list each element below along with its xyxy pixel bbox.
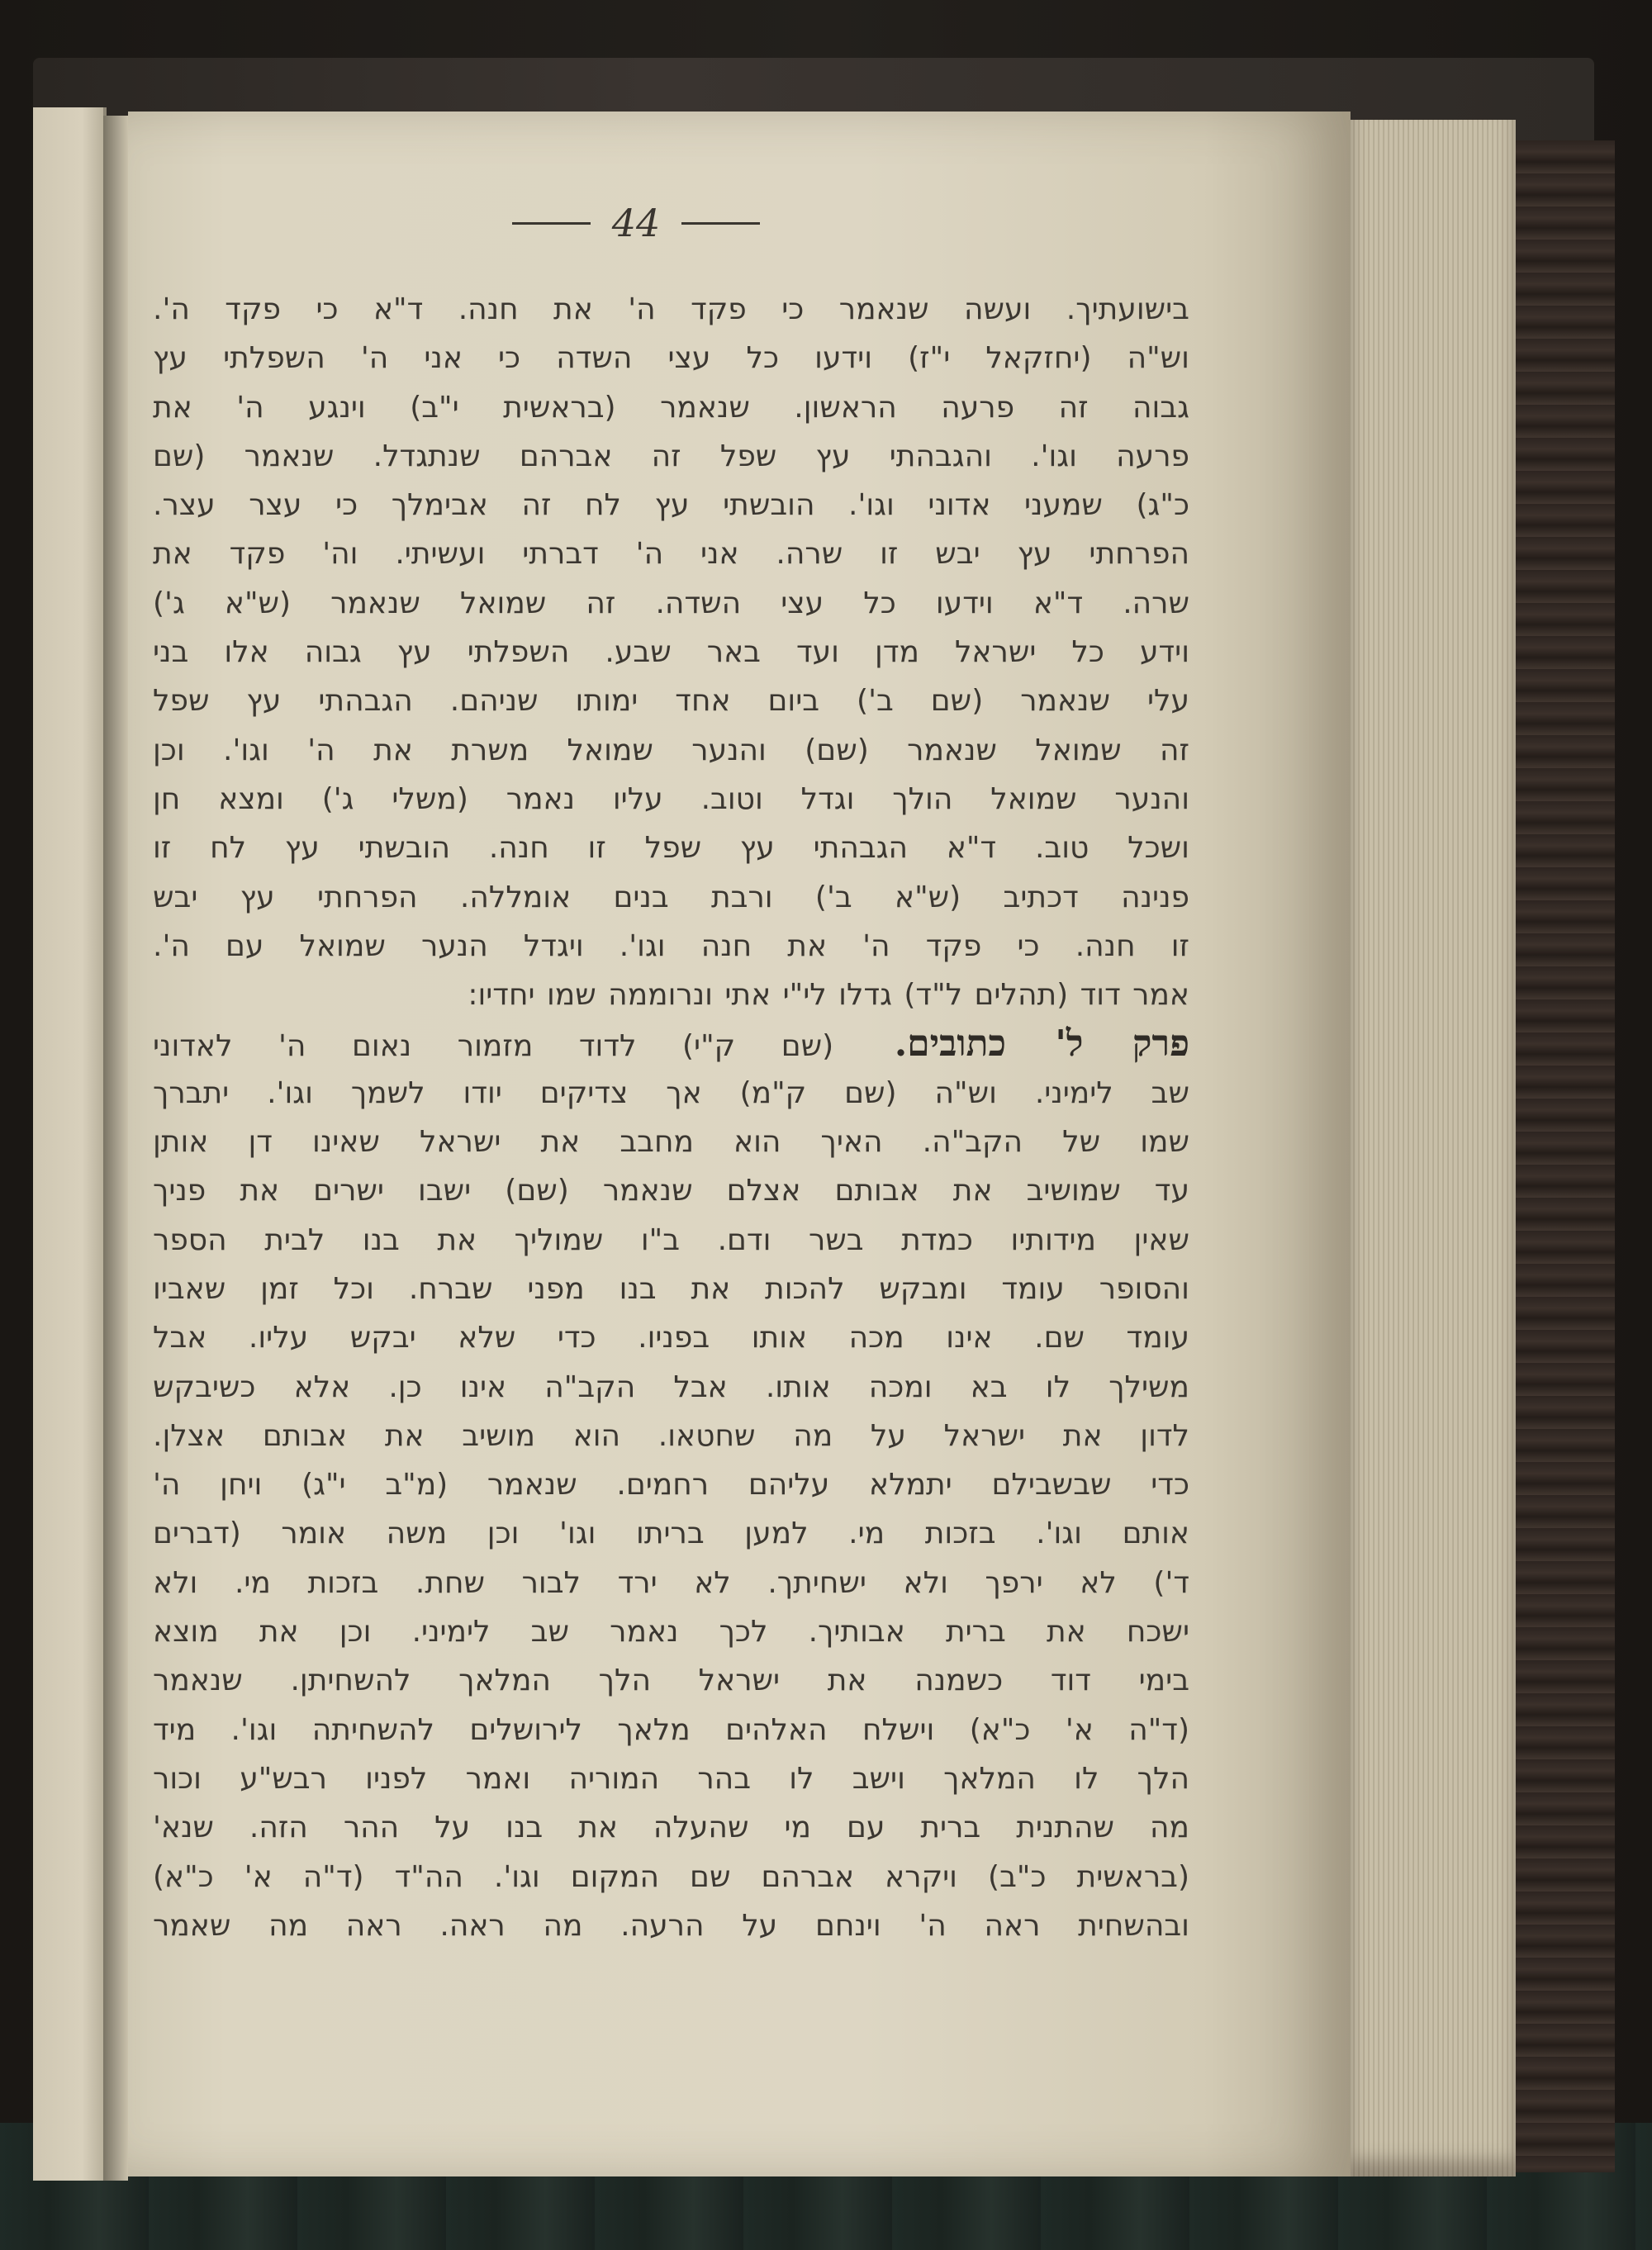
text-line: שב לימיני. וש"ה (שם ק"מ) אך צדיקים יודו לשמך וגו'. יתברך	[153, 1075, 1189, 1110]
text-line: ד') לא ירפך ולא ישחיתך. לא ירד לבור שחת. בזכות מי. ולא	[153, 1565, 1189, 1600]
text-line: פרעה וגו'. והגבהתי עץ שפל זה אברהם שנתגדל. שנאמר (שם	[153, 439, 1189, 473]
text-line: וידע כל ישראל מדן ועד באר שבע. השפלתי עץ גבוה אלו בני	[153, 635, 1189, 670]
book-gutter	[103, 116, 128, 2181]
text-line: פנינה דכתיב (ש"א ב') ורבת בנים אומללה. הפרחתי עץ יבש	[153, 880, 1189, 914]
chapter-line	[153, 1019, 1189, 1068]
text-line: גבוה זה פרעה הראשון. שנאמר (בראשית י"ב) וינגע ה' את	[153, 390, 1189, 425]
page-stack-edge	[1351, 120, 1516, 2176]
text-line: עד שמושיב את אבותם אצלם שנאמר (שם) ישבו ישרים את פניך	[153, 1174, 1189, 1208]
page-number: 44	[611, 201, 661, 245]
text-line: והסופר עומד ומבקש להכות את בנו מפני שברח. וכל זמן שאביו	[153, 1271, 1189, 1306]
text-line: שמו של הקב"ה. האיך הוא מחבב את ישראל שאינו דן אותן	[153, 1125, 1189, 1160]
text-line: אמר דוד (תהלים ל"ד) גדלו לי"י אתי ונרוממה שמו יחדיו:	[468, 978, 1189, 1013]
text-line: הפרחתי עץ יבש זו שרה. אני ה' דברתי ועשיתי. וה' פקד את	[153, 537, 1189, 572]
text-line: (בראשית כ"ב) ויקרא אברהם שם המקום וגו'. הה"ד (ד"ה א' כ"א)	[153, 1859, 1189, 1894]
header-rule-left	[512, 222, 591, 225]
text-line: שאין מידותיו כמדת בשר ודם. ב"ו שמוליך את בנו לבית הספר	[153, 1222, 1189, 1257]
text-line: הלך לו המלאך וישב לו בהר המוריה ואמר לפניו רבש"ע וכור	[153, 1761, 1189, 1796]
left-page-edge	[33, 107, 107, 2181]
text-line: כ"ג) שמעני אדוני וגו'. הובשתי עץ לח זה אבימלך כי עצר עצר.	[153, 488, 1189, 523]
text-line: וש"ה (יחזקאל י"ז) וידעו כל עצי השדה כי אני ה' השפלתי עץ	[153, 341, 1189, 376]
header-rule-right	[681, 222, 760, 225]
text-line: אותם וגו'. בזכות מי. למען בריתו וגו' וכן משה אומר (דברים	[153, 1517, 1189, 1551]
text-line: עומד שם. אינו מכה אותו בפניו. כדי שלא יבקש עליו. אבל	[153, 1321, 1189, 1355]
text-line: בימי דוד כשמנה את ישראל הלך המלאך להשחיתן. שנאמר	[153, 1664, 1189, 1698]
text-line: ובהשחית ראה ה' וינחם על הרעה. מה ראה. ראה מה שאמר	[153, 1908, 1189, 1943]
text-body	[153, 285, 1189, 1950]
text-line: ישכח את ברית אבותיך. לכך נאמר שב לימיני. וכן את מוצא	[153, 1615, 1189, 1650]
book-binding	[1516, 140, 1615, 2172]
text-line: עלי שנאמר (שם ב') ביום אחד ימותו שניהם. הגבהתי עץ שפל	[153, 684, 1189, 719]
chapter-line-text: (שם ק"י) לדוד מזמור נאום ה' לאדוני	[153, 1029, 834, 1064]
text-line: כדי שבשבילם יתמלא עליהם רחמים. שנאמר (מ"ב י"ג) ויחן ה'	[153, 1468, 1189, 1502]
text-line: שרה. ד"א וידעו כל עצי השדה. זה שמואל שנאמר (ש"א ג')	[153, 586, 1189, 620]
text-line: לדון את ישראל על מה שחטאו. הוא מושיב את אבותם אצלן.	[153, 1418, 1189, 1453]
text-line: זו חנה. כי פקד ה' את חנה וגו'. ויגדל הנער שמואל עם ה'.	[153, 928, 1189, 963]
text-line: (ד"ה א' כ"א) וישלח האלהים מלאך לירושלים להשחיתה וגו'. מיד	[153, 1712, 1189, 1747]
text-line: והנער שמואל הולך וגדל וטוב. עליו נאמר (משלי ג') ומצא חן	[153, 781, 1189, 816]
text-line: זה שמואל שנאמר (שם) והנער שמואל משרת את ה' וגו'. וכן	[153, 733, 1189, 767]
text-line: משילך לו בא ומכה אותו. אבל הקב"ה אינו כן. אלא כשיבקש	[153, 1369, 1189, 1404]
page-header	[463, 194, 809, 252]
text-line: ושכל טוב. ד"א הגבהתי עץ שפל זו חנה. הובשתי עץ לח זו	[153, 831, 1189, 866]
chapter-heading: פרק ל' כתובים.	[894, 1023, 1189, 1066]
text-line: בישועתיך. ועשה שנאמר כי פקד ה' את חנה. ד"א כי פקד ה'.	[153, 292, 1189, 326]
text-line: מה שהתנית ברית עם מי שהעלה את בנו על ההר הזה. שנא'	[153, 1811, 1189, 1845]
